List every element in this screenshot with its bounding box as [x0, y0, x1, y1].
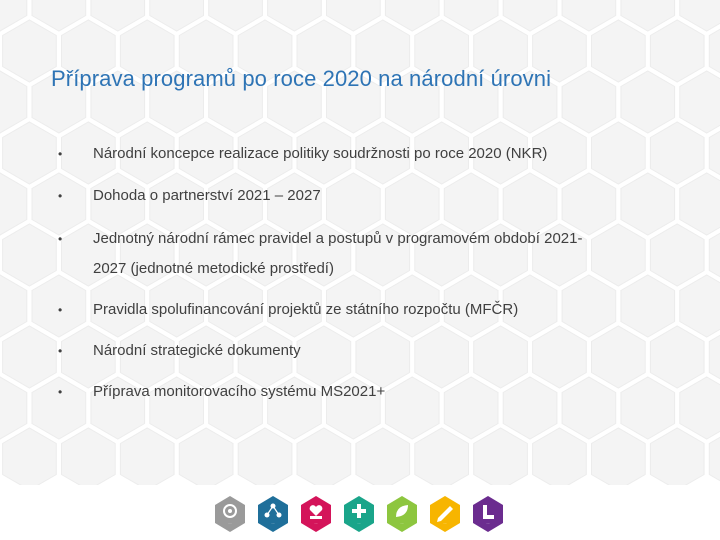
building-icon — [472, 496, 504, 532]
plus-icon — [343, 496, 375, 532]
logo-label: ..... — [485, 521, 491, 525]
bullet-marker: • — [58, 232, 63, 246]
network-icon — [257, 496, 289, 532]
bullet-item: Národní koncepce realizace politiky soudržnosti po roce 2020 (NKR) — [93, 145, 548, 162]
bullet-marker: • — [58, 147, 63, 161]
bullet-marker: • — [58, 344, 63, 358]
logo-label: .... — [228, 521, 232, 525]
pencil-icon — [429, 496, 461, 532]
logo-label: ..... — [399, 521, 405, 525]
bullet-marker: • — [58, 385, 63, 399]
bullet-marker: • — [58, 189, 63, 203]
bullet-item: Jednotný národní rámec pravidel a postupů v programovém období 2021- — [93, 230, 583, 247]
slide-title: Příprava programů po roce 2020 na národní úrovni — [51, 66, 552, 91]
program-logo-strip — [0, 485, 720, 540]
gear-icon — [214, 496, 246, 532]
heart-hand-icon — [300, 496, 332, 532]
logo-label: ..... — [442, 521, 448, 525]
logo-label: ..... — [270, 521, 276, 525]
logo-label: ..... — [356, 521, 362, 525]
bullet-item: Národní strategické dokumenty — [93, 342, 301, 359]
bullet-item: Příprava monitorovacího systému MS2021+ — [93, 383, 386, 400]
logo-label: ..... — [313, 521, 319, 525]
leaf-icon — [386, 496, 418, 532]
bullet-item-continuation: 2027 (jednotné metodické prostředí) — [93, 260, 334, 277]
bullet-marker: • — [58, 303, 63, 317]
bullet-item: Dohoda o partnerství 2021 – 2027 — [93, 187, 321, 204]
bullet-item: Pravidla spolufinancování projektů ze státního rozpočtu (MFČR) — [93, 301, 519, 318]
